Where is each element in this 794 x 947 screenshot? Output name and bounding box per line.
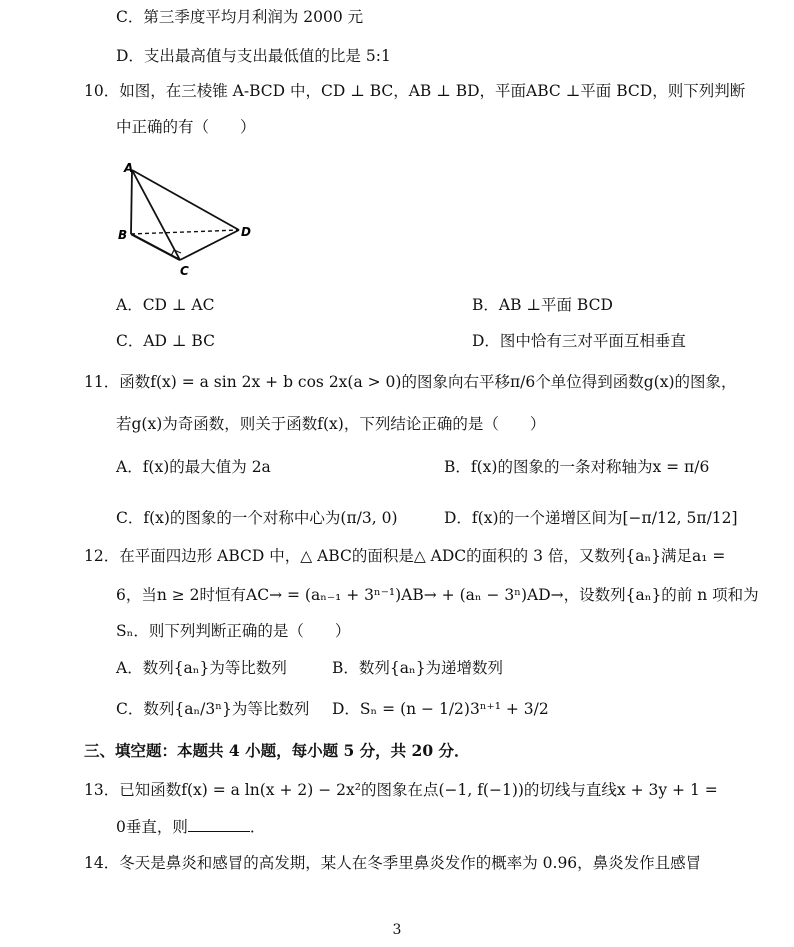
q12-stem-line3: Sₙ．则下列判断正确的是（ ） xyxy=(116,622,351,640)
q13-answer-blank[interactable] xyxy=(188,816,250,832)
q10-stem-line1: 10．如图，在三棱锥 A-BCD 中，CD ⊥ BC，AB ⊥ BD，平面ABC ⊥平面 BCD，则下列判断 xyxy=(84,82,746,100)
q14-stem-line1: 14．冬天是鼻炎和感冒的高发期，某人在冬季里鼻炎发作的概率为 0.96，鼻炎发作且感冒 xyxy=(84,854,702,872)
q12-option-a: A．数列{aₙ}为等比数列 xyxy=(116,659,287,677)
q13-stem-line2 xyxy=(116,816,265,838)
q11-option-b: B．f(x)的图象的一条对称轴为x = π/6 xyxy=(444,458,710,476)
q11-option-d: D．f(x)的一个递增区间为[−π/12, 5π/12] xyxy=(444,509,738,527)
q12-option-d: D．Sₙ = (n − 1/2)3ⁿ⁺¹ + 3/2 xyxy=(332,700,549,718)
q11-option-c: C．f(x)的图象的一个对称中心为(π/3, 0) xyxy=(116,509,398,527)
q13-stem-line1: 13．已知函数f(x) = a ln(x + 2) − 2x²的图象在点(−1, f(−1))的切线与直线x + 3y + 1 = xyxy=(84,781,718,799)
edge-ab xyxy=(131,170,132,234)
q9-option-c: C．第三季度平均月利润为 2000 元 xyxy=(116,8,364,26)
q12-stem-line2: 6，当n ≥ 2时恒有AC→ = (aₙ₋₁ + 3ⁿ⁻¹)AB→ + (aₙ − 3ⁿ)AD→，设数列{aₙ}的前 n 项和为 xyxy=(116,586,759,604)
q11-option-a: A．f(x)的最大值为 2a xyxy=(116,458,271,476)
q10-option-c: C．AD ⊥ BC xyxy=(116,332,215,350)
label-d: D xyxy=(241,225,251,239)
q12-stem-line1: 12．在平面四边形 ABCD 中，△ ABC的面积是△ ADC的面积的 3 倍，又数列{aₙ}满足a₁ = xyxy=(84,547,726,565)
q13-line2-text: 0垂直，则 xyxy=(116,818,188,836)
page-number: 3 xyxy=(392,922,402,938)
q9-option-d: D．支出最高值与支出最低值的比是 5:1 xyxy=(116,47,391,65)
edge-bd-hidden xyxy=(131,230,239,234)
label-c: C xyxy=(180,264,189,278)
q13-line2-end: ． xyxy=(249,818,266,836)
label-b: B xyxy=(118,228,128,242)
section-3-heading: 三、填空题：本题共 4 小题，每小题 5 分，共 20 分． xyxy=(84,741,470,760)
edge-cd xyxy=(180,230,239,260)
q10-option-b: B．AB ⊥平面 BCD xyxy=(472,296,613,314)
q10-stem-line2: 中正确的有（ ） xyxy=(116,118,256,136)
q11-stem-line2: 若g(x)为奇函数，则关于函数f(x)，下列结论正确的是（ ） xyxy=(116,415,546,433)
q12-option-b: B．数列{aₙ}为递增数列 xyxy=(332,659,504,677)
q12-option-c: C．数列{aₙ/3ⁿ}为等比数列 xyxy=(116,700,310,718)
label-a: A xyxy=(124,161,134,175)
tetrahedron-figure xyxy=(112,158,252,282)
q10-option-d: D．图中恰有三对平面互相垂直 xyxy=(472,332,686,350)
q10-option-a: A．CD ⊥ AC xyxy=(116,296,215,314)
q11-stem-line1: 11．函数f(x) = a sin 2x + b cos 2x(a > 0)的图象向右平移π/6个单位得到函数g(x)的图象， xyxy=(84,373,737,391)
